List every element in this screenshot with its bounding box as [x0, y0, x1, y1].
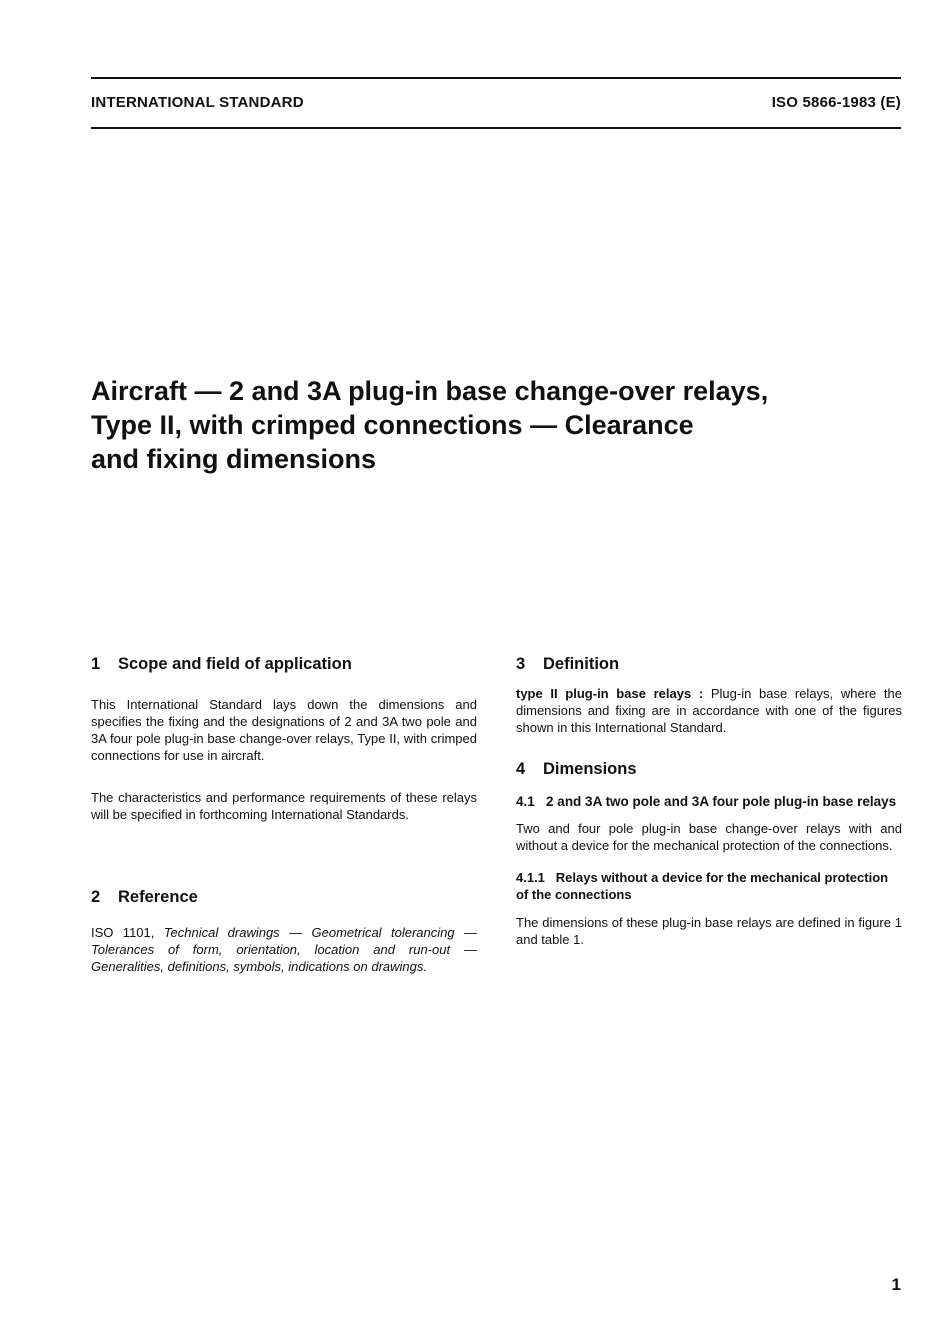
subsection-4-1-text: Two and four pole plug-in base change-over relays with and without a device for the mechanical protection of the connections.	[516, 821, 902, 853]
page-number: 1	[891, 1275, 901, 1294]
document-type-label: INTERNATIONAL STANDARD	[91, 94, 304, 111]
reference-entry	[91, 924, 477, 975]
section-1-paragraph-1: This International Standard lays down the dimensions and specifies the fixing and the designations of 2 and 3A two pole and 3A four pole plug-in base change-over relays, Type II, with crimped connections for use in aircraft.	[91, 697, 477, 763]
title-line-2: Type II, with crimped connections — Clearance	[91, 410, 694, 440]
subsection-4-1-title: 2 and 3A two pole and 3A four pole plug-in base relays	[546, 794, 897, 809]
section-4-heading	[516, 759, 902, 779]
definition-term: type II plug-in base relays :	[516, 686, 704, 701]
section-4-title: Dimensions	[543, 760, 637, 778]
section-2-number: 2	[91, 888, 101, 906]
section-1-heading	[91, 654, 477, 674]
subsection-4-1-1-text: The dimensions of these plug-in base relays are defined in figure 1 and table 1.	[516, 915, 902, 947]
header-bottom-rule	[91, 127, 901, 129]
section-3-heading	[516, 654, 902, 674]
reference-prefix: ISO 1101,	[91, 925, 155, 940]
section-1-paragraph-2: The characteristics and performance requirements of these relays will be specified in forthcoming International Standards.	[91, 790, 477, 822]
section-2-heading	[91, 887, 477, 907]
subsection-4-1-1-title: Relays without a device for the mechanical protection of the connections	[516, 870, 889, 902]
subsection-4-1-heading	[516, 793, 902, 810]
left-column	[91, 654, 477, 975]
reference-title: Technical drawings — Geometrical tolerancing — Tolerances of form, orientation, location and run-out — Generalities, definitions, symbols, indications on drawings.	[91, 925, 477, 974]
section-4-number: 4	[516, 760, 526, 778]
section-1-title: Scope and field of application	[118, 655, 352, 673]
subsection-4-1-1-number: 4.1.1	[516, 870, 545, 885]
subsection-4-1-number: 4.1	[516, 794, 535, 809]
document-title	[91, 374, 851, 476]
section-1-number: 1	[91, 655, 101, 673]
section-2-title: Reference	[118, 888, 198, 906]
section-3-title: Definition	[543, 655, 620, 673]
standard-number: ISO 5866-1983 (E)	[771, 94, 901, 111]
right-column	[516, 654, 902, 948]
definition-text: Plug-in base relays, where the dimensions and fixing are in accordance with one of the figures shown in this International Standard.	[516, 686, 902, 735]
title-line-1: Aircraft — 2 and 3A plug-in base change-over relays,	[91, 376, 769, 406]
title-line-3: and fixing dimensions	[91, 444, 377, 474]
header-top-rule	[91, 77, 901, 79]
definition-paragraph	[516, 685, 902, 736]
section-3-number: 3	[516, 655, 526, 673]
subsection-4-1-1-heading	[516, 869, 902, 903]
